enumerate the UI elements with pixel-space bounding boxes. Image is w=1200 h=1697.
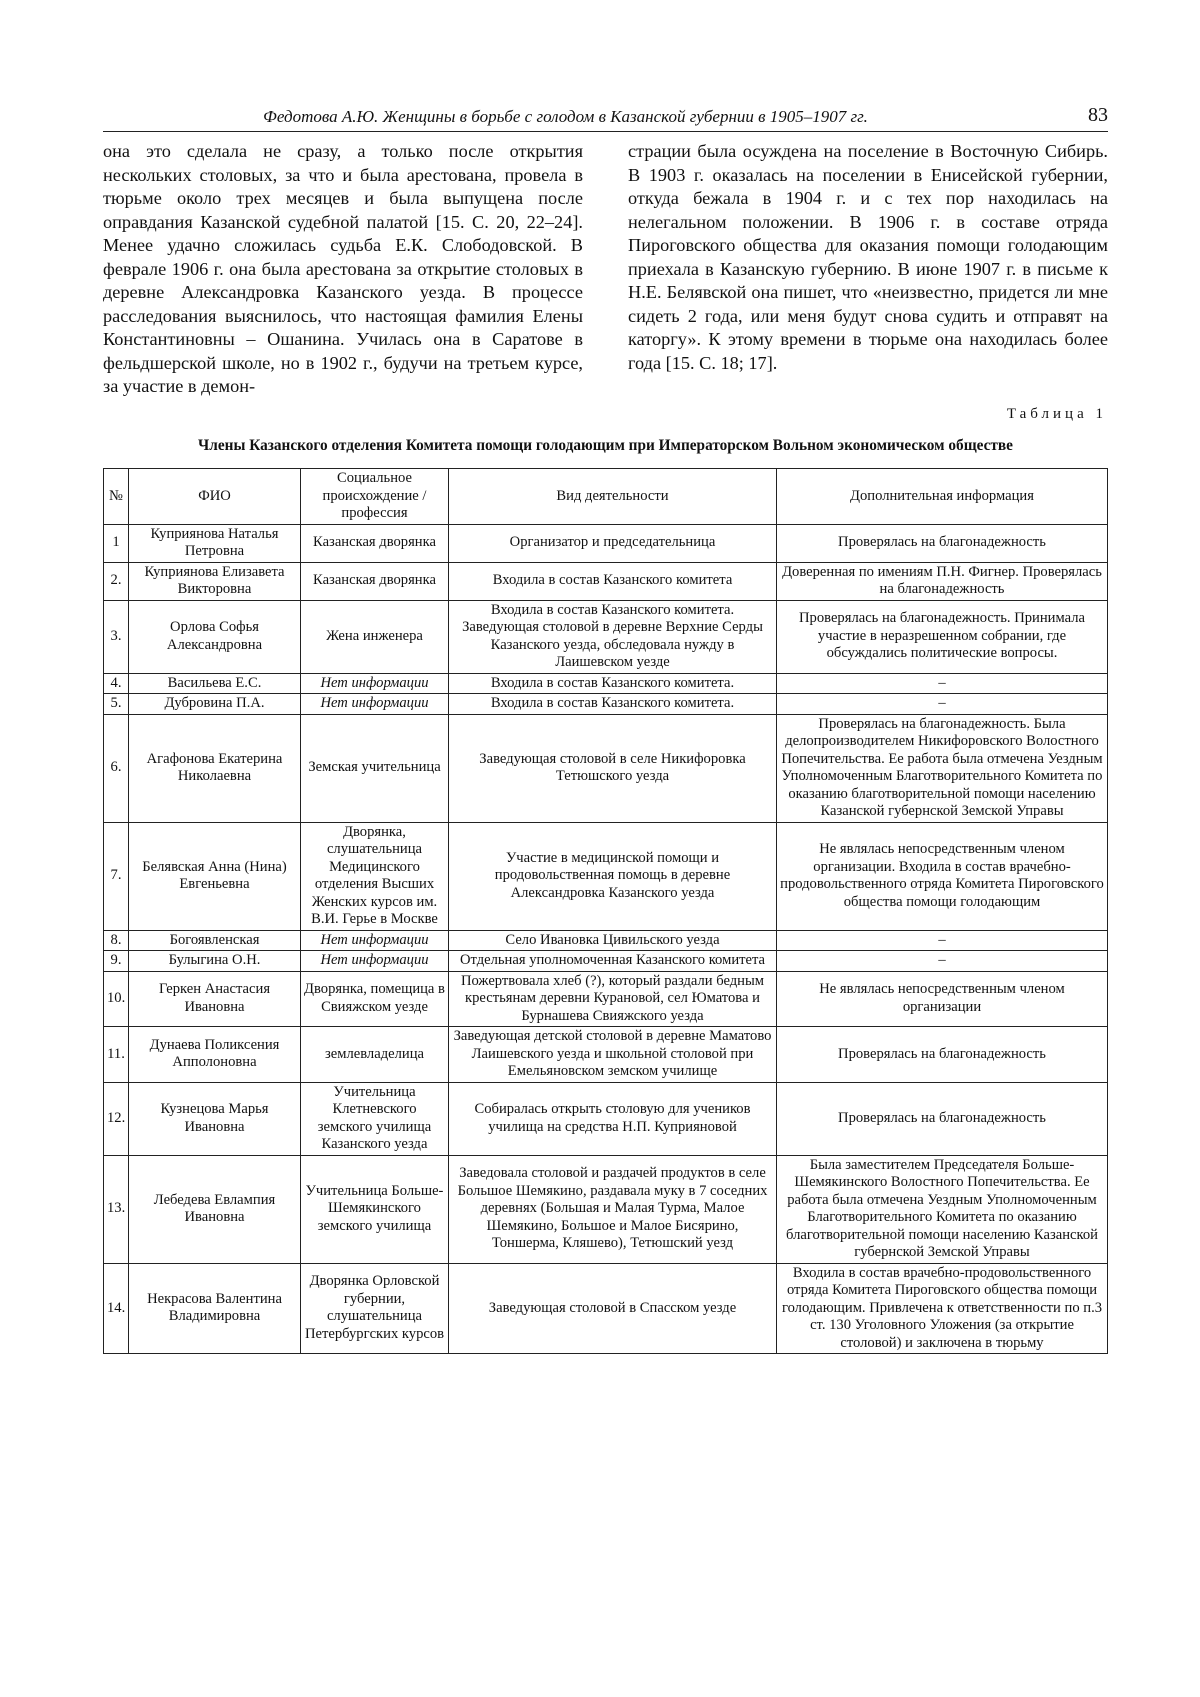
table-row bbox=[104, 673, 1108, 694]
cell-activity: Входила в состав Казанского комитета. Заведующая столовой в деревне Верхние Серды Казанского уезда, обследовала нужду в Лаишевском уезде bbox=[449, 600, 777, 673]
cell-activity: Заведовала столовой и раздачей продуктов в селе Большое Шемякино, раздавала муку в 7 соседних деревнях (Большая и Малая Турма, Малое Шемякино, Большое и Малое Бисярино, Тоншерма, Кляшево), Тетюшский уезд bbox=[449, 1155, 777, 1263]
table-header-row bbox=[104, 469, 1108, 525]
cell-origin: Казанская дворянка bbox=[301, 524, 449, 562]
cell-info: – bbox=[777, 673, 1108, 694]
header-origin: Социальное происхождение / профессия bbox=[301, 469, 449, 525]
cell-info: Проверялась на благонадежность bbox=[777, 524, 1108, 562]
cell-origin: Казанская дворянка bbox=[301, 562, 449, 600]
cell-origin: Нет информации bbox=[301, 694, 449, 715]
running-header bbox=[103, 101, 1108, 132]
table-row bbox=[104, 1155, 1108, 1263]
cell-origin: Нет информации bbox=[301, 673, 449, 694]
header-info: Дополнительная информация bbox=[777, 469, 1108, 525]
cell-number: 10. bbox=[104, 971, 129, 1027]
cell-info: Не являлась непосредственным членом организации bbox=[777, 971, 1108, 1027]
cell-number: 4. bbox=[104, 673, 129, 694]
header-activity: Вид деятельности bbox=[449, 469, 777, 525]
cell-origin: землевладелица bbox=[301, 1027, 449, 1083]
header-number: № bbox=[104, 469, 129, 525]
cell-number: 9. bbox=[104, 951, 129, 972]
cell-info: Доверенная по имениям П.Н. Фигнер. Проверялась на благонадежность bbox=[777, 562, 1108, 600]
text-column-left bbox=[103, 140, 583, 399]
cell-activity: Входила в состав Казанского комитета. bbox=[449, 694, 777, 715]
cell-origin: Земская учительница bbox=[301, 714, 449, 822]
cell-number: 2. bbox=[104, 562, 129, 600]
cell-name: Васильева Е.С. bbox=[129, 673, 301, 694]
table-row bbox=[104, 714, 1108, 822]
cell-info: Проверялась на благонадежность. Принимала участие в неразрешенном собрании, где обсуждались политические вопросы. bbox=[777, 600, 1108, 673]
cell-activity: Заведующая столовой в селе Никифоровка Тетюшского уезда bbox=[449, 714, 777, 822]
paragraph-right: страции была осуждена на поселение в Восточную Сибирь. В 1903 г. оказалась на поселении в Енисейской губернии, откуда бежала в 1904 г. и с тех пор находилась на нелегальном положении. В 1906 г. в составе отряда Пироговского общества для оказания помощи голодающим приехала в Казанскую губернию. В июне 1907 г. в письме к Н.Е. Белявской она пишет, что «неизвестно, придется ли мне сидеть 2 года, или меня будут снова судить и отправят на каторгу». К этому времени в тюрьме она находилась более года [15. С. 18; 17]. bbox=[628, 141, 1108, 373]
cell-name: Куприянова Наталья Петровна bbox=[129, 524, 301, 562]
table-row bbox=[104, 694, 1108, 715]
cell-activity: Входила в состав Казанского комитета. bbox=[449, 673, 777, 694]
cell-name: Кузнецова Марья Ивановна bbox=[129, 1082, 301, 1155]
table-label: Таблица 1 bbox=[1006, 406, 1107, 422]
table-row bbox=[104, 600, 1108, 673]
cell-origin: Дворянка Орловской губернии, слушательница Петербургских курсов bbox=[301, 1263, 449, 1354]
cell-activity: Пожертвовала хлеб (?), который раздали бедным крестьянам деревни Курановой, сел Юматова и Бурнашева Свияжского уезда bbox=[449, 971, 777, 1027]
table-row bbox=[104, 930, 1108, 951]
cell-number: 13. bbox=[104, 1155, 129, 1263]
cell-info: – bbox=[777, 930, 1108, 951]
table-row bbox=[104, 951, 1108, 972]
cell-info: Входила в состав врачебно-продовольственного отряда Комитета Пироговского общества помощи голодающим. Привлечена к ответственности по п.3 ст. 130 Уголовного Уложения (за открытие столовой) и заключена в тюрьму bbox=[777, 1263, 1108, 1354]
cell-activity: Отдельная уполномоченная Казанского комитета bbox=[449, 951, 777, 972]
table-row bbox=[104, 1027, 1108, 1083]
cell-number: 6. bbox=[104, 714, 129, 822]
cell-activity: Заведующая столовой в Спасском уезде bbox=[449, 1263, 777, 1354]
cell-name: Богоявленская bbox=[129, 930, 301, 951]
cell-info: – bbox=[777, 951, 1108, 972]
cell-info: – bbox=[777, 694, 1108, 715]
cell-name: Булыгина О.Н. bbox=[129, 951, 301, 972]
table-row bbox=[104, 822, 1108, 930]
cell-activity: Организатор и председательница bbox=[449, 524, 777, 562]
cell-activity: Входила в состав Казанского комитета bbox=[449, 562, 777, 600]
cell-number: 3. bbox=[104, 600, 129, 673]
cell-info: Была заместителем Председателя Больше-Шемякинского Волостного Попечительства. Ее работа была отмечена Уездным Уполномоченным Благотворительного Комитета по оказанию благотворительной помощи населению Казанской губернской Земской Управы bbox=[777, 1155, 1108, 1263]
table-row bbox=[104, 524, 1108, 562]
table-row bbox=[104, 562, 1108, 600]
table-body bbox=[104, 524, 1108, 1354]
cell-origin: Нет информации bbox=[301, 930, 449, 951]
paragraph-left: она это сделала не сразу, а только после открытия нескольких столовых, за что и была арестована, провела в тюрьме около трех месяцев и была выпущена после оправдания Казанской судебной палатой [15. С. 20, 22–24]. Менее удачно сложилась судьба Е.К. Слободовской. В феврале 1906 г. она была арестована за открытие столовых в деревне Александровка Казанского уезда. В процессе расследования выяснилось, что настоящая фамилия Елены Константиновны – Ошанина. Училась она в Саратове в фельдшерской школе, но в 1902 г., будучи на третьем курсе, за участие в демон- bbox=[103, 141, 583, 396]
text-column-right bbox=[628, 140, 1108, 375]
table-caption: Члены Казанского отделения Комитета помощи голодающим при Императорском Вольном экономическом обществе bbox=[198, 437, 1013, 454]
cell-origin: Дворянка, помещица в Свияжском уезде bbox=[301, 971, 449, 1027]
cell-info: Проверялась на благонадежность. Была делопроизводителем Никифоровского Волостного Попечительства. Ее работа была отмечена Уездным Уполномоченным Благотворительного Комитета по оказанию благотворительной помощи населению Казанской губернской Земской Управы bbox=[777, 714, 1108, 822]
table-row bbox=[104, 1263, 1108, 1354]
cell-number: 12. bbox=[104, 1082, 129, 1155]
cell-name: Агафонова Екатерина Николаевна bbox=[129, 714, 301, 822]
cell-activity: Село Ивановка Цивильского уезда bbox=[449, 930, 777, 951]
cell-name: Орлова Софья Александровна bbox=[129, 600, 301, 673]
cell-number: 7. bbox=[104, 822, 129, 930]
cell-number: 11. bbox=[104, 1027, 129, 1083]
cell-number: 1 bbox=[104, 524, 129, 562]
cell-info: Не являлась непосредственным членом организации. Входила в состав врачебно-продовольственного отряда Комитета Пироговского общества помощи голодающим bbox=[777, 822, 1108, 930]
cell-origin: Жена инженера bbox=[301, 600, 449, 673]
cell-name: Дунаева Поликсения Апполоновна bbox=[129, 1027, 301, 1083]
cell-name: Некрасова Валентина Владимировна bbox=[129, 1263, 301, 1354]
cell-name: Куприянова Елизавета Викторовна bbox=[129, 562, 301, 600]
members-table bbox=[103, 468, 1108, 1354]
cell-activity: Заведующая детской столовой в деревне Маматово Лаишевского уезда и школьной столовой при Емельяновском земском училище bbox=[449, 1027, 777, 1083]
cell-name: Дубровина П.А. bbox=[129, 694, 301, 715]
header-title: Федотова А.Ю. Женщины в борьбе с голодом в Казанской губернии в 1905–1907 гг. bbox=[263, 107, 868, 126]
table-row bbox=[104, 1082, 1108, 1155]
cell-number: 5. bbox=[104, 694, 129, 715]
table-row bbox=[104, 971, 1108, 1027]
cell-name: Лебедева Евлампия Ивановна bbox=[129, 1155, 301, 1263]
cell-origin: Дворянка, слушательница Медицинского отделения Высших Женских курсов им. В.И. Герье в Москве bbox=[301, 822, 449, 930]
page-number: 83 bbox=[1088, 104, 1108, 126]
cell-origin: Учительница Клетневского земского училища Казанского уезда bbox=[301, 1082, 449, 1155]
cell-name: Белявская Анна (Нина) Евгеньевна bbox=[129, 822, 301, 930]
cell-origin: Нет информации bbox=[301, 951, 449, 972]
cell-info: Проверялась на благонадежность bbox=[777, 1027, 1108, 1083]
cell-activity: Собиралась открыть столовую для учеников училища на средства Н.П. Куприяновой bbox=[449, 1082, 777, 1155]
cell-number: 8. bbox=[104, 930, 129, 951]
cell-origin: Учительница Больше-Шемякинского земского училища bbox=[301, 1155, 449, 1263]
cell-info: Проверялась на благонадежность bbox=[777, 1082, 1108, 1155]
cell-name: Геркен Анастасия Ивановна bbox=[129, 971, 301, 1027]
cell-activity: Участие в медицинской помощи и продовольственная помощь в деревне Александровка Казанского уезда bbox=[449, 822, 777, 930]
header-name: ФИО bbox=[129, 469, 301, 525]
cell-number: 14. bbox=[104, 1263, 129, 1354]
